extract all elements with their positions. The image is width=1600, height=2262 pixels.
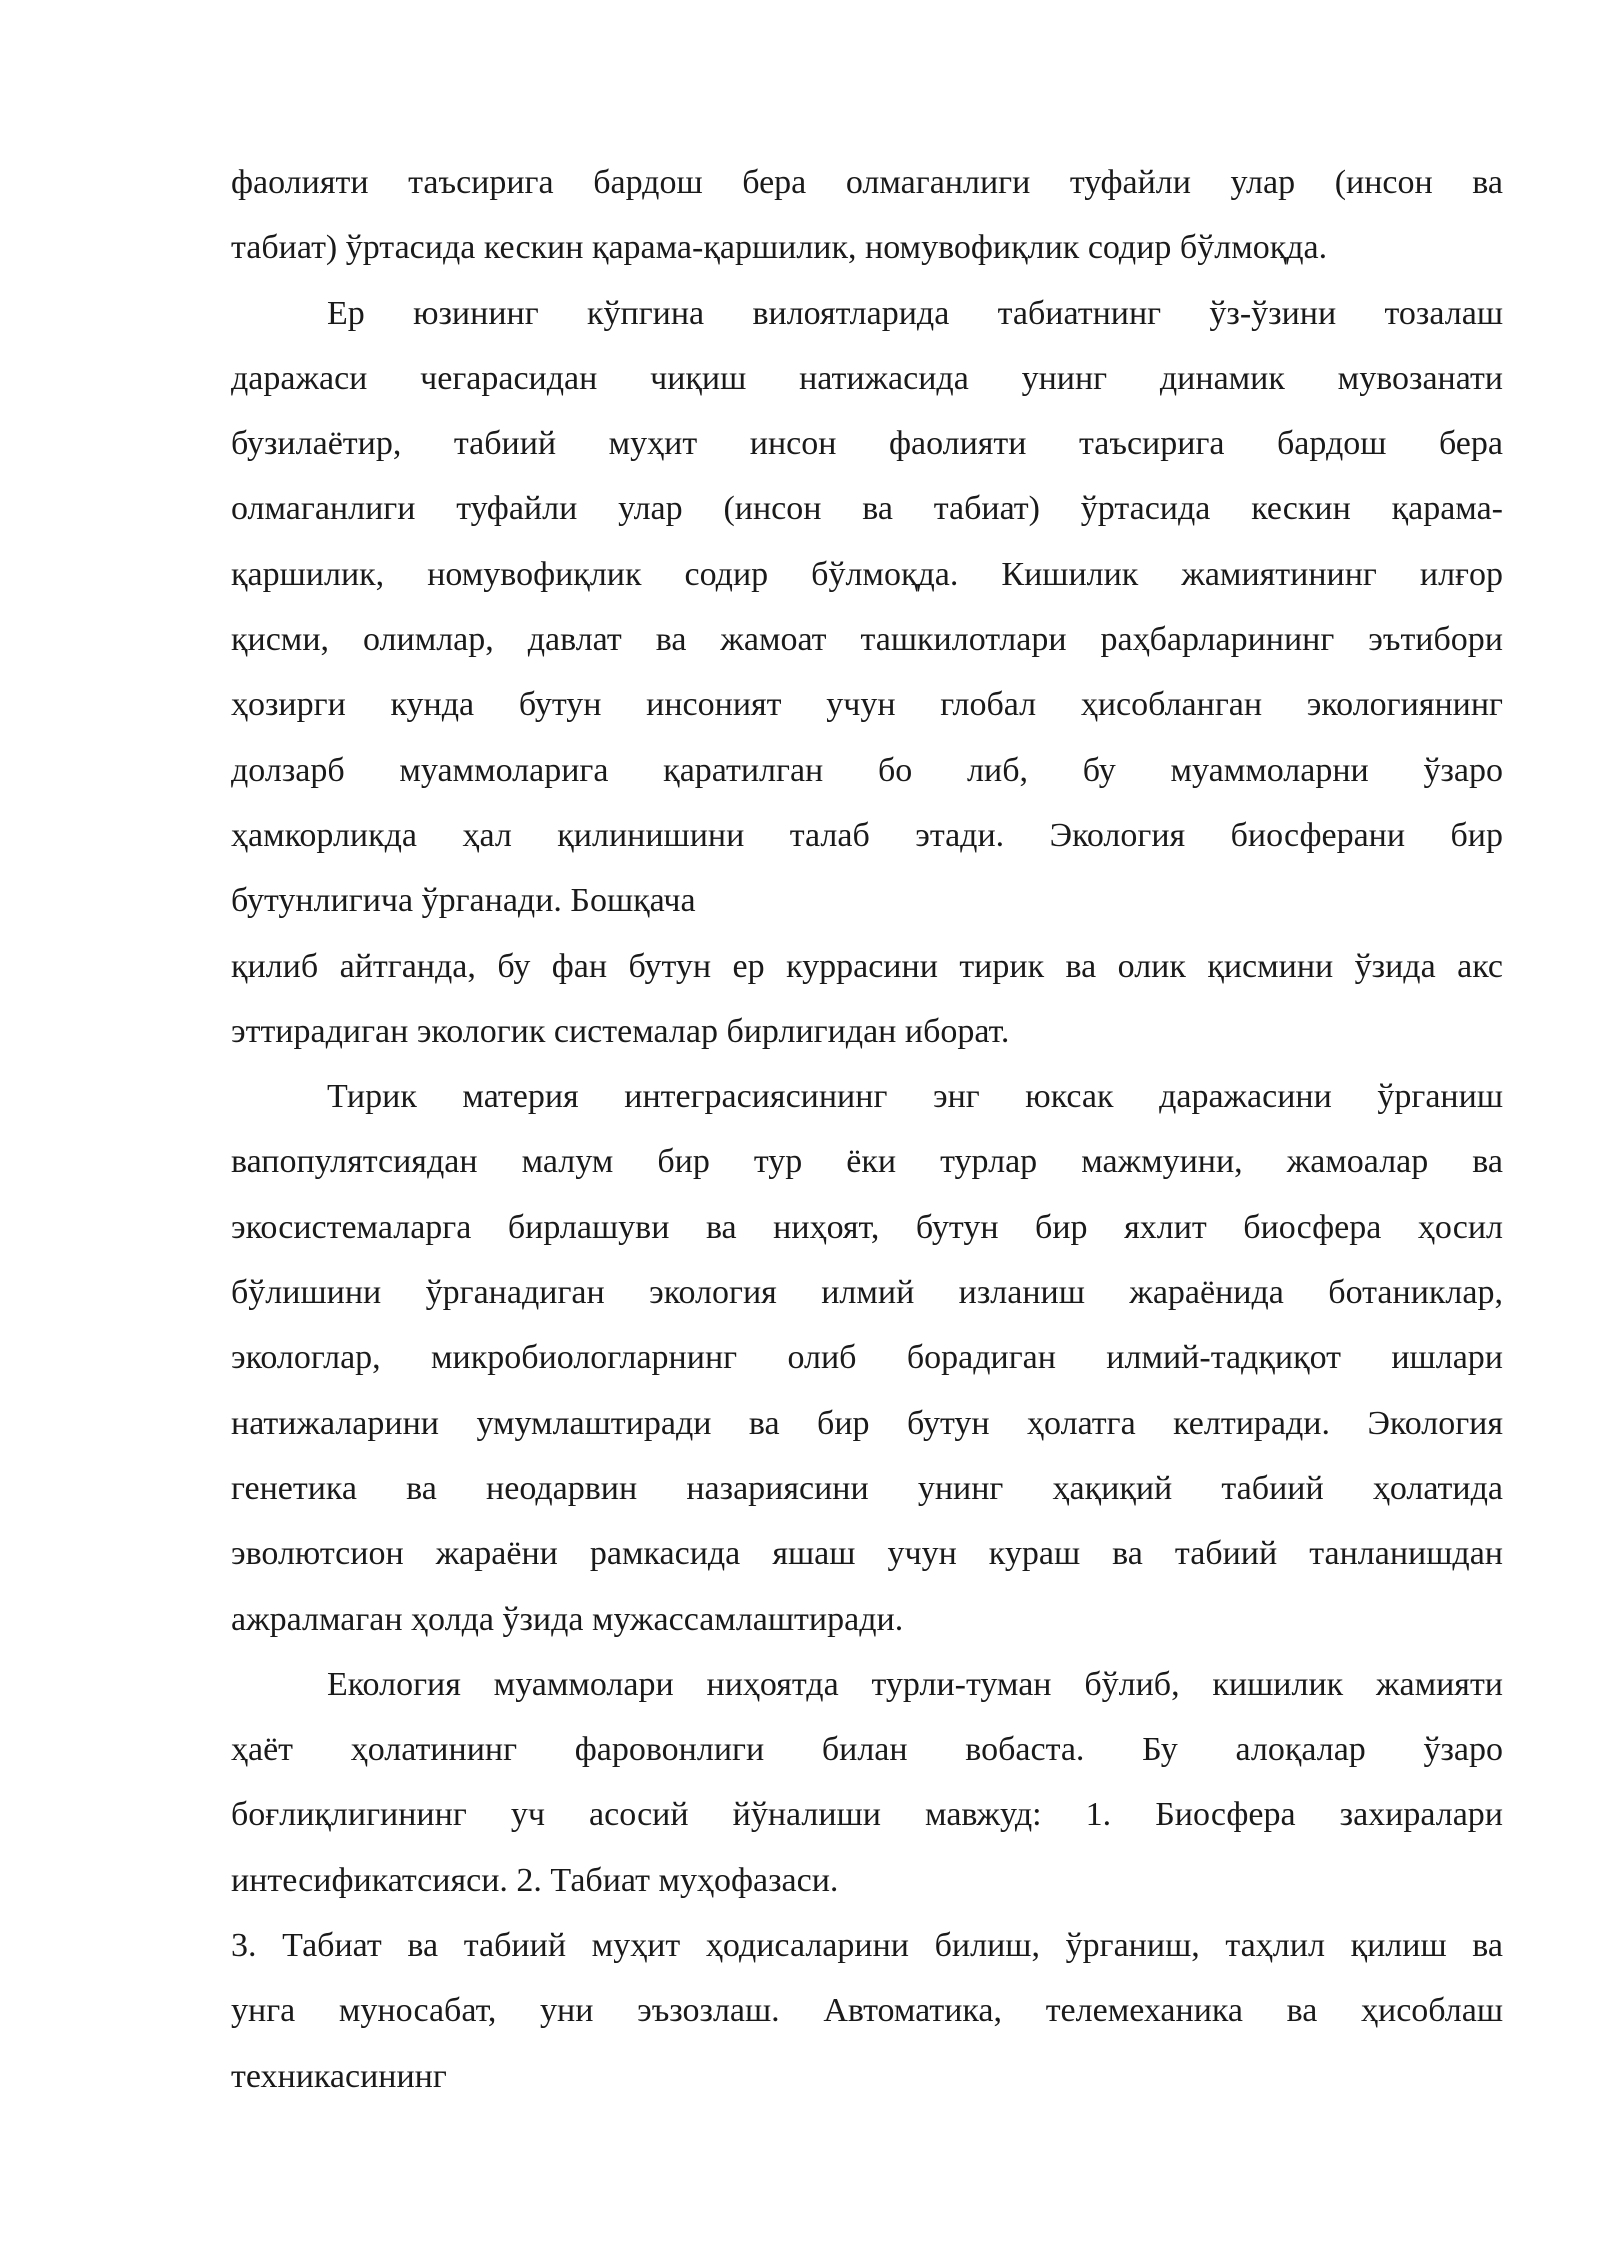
text-line: қисми, олимлар, давлат ва жамоат ташкилотлари раҳбарларининг эътибори xyxy=(231,621,1503,659)
text-line: фаолияти таъсирига бардош бера олмаганлиги туфайли улар (инсон ва xyxy=(231,164,1503,201)
text-line: натижаларини умумлаштиради ва бир бутун ҳолатга келтиради. Экология xyxy=(231,1404,1503,1442)
document-body xyxy=(231,150,1503,2109)
text-line: табиат) ўртасида кескин қарама-қаршилик, номувофиқлик содир бўлмоқда. xyxy=(231,229,1328,267)
text-line: техникасининг xyxy=(231,2057,447,2095)
text-line: ҳаёт ҳолатининг фаровонлиги билан вобаста. Бу алоқалар ўзаро xyxy=(231,1731,1503,1769)
text-line: эттирадиган экологик системалар бирлигидан иборат. xyxy=(231,1012,1010,1050)
text-line: бузилаётир, табиий муҳит инсон фаолияти таъсирига бардош бера xyxy=(231,425,1503,463)
paragraph-first-line: Ер юзининг кўпгина вилоятларида табиатнинг ўз-ўзини тозалаш xyxy=(327,294,1503,332)
text-line: унга муносабат, уни эъзозлаш. Автоматика, телемеханика ва ҳисоблаш xyxy=(231,1992,1503,2030)
text-line: қаршилик, номувофиқлик содир бўлмоқда. Кишилик жамиятининг илғор xyxy=(231,555,1503,593)
text-line: ҳамкорликда ҳал қилинишини талаб этади. Экология биосферани бир xyxy=(231,816,1503,854)
text-line: генетика ва неодарвин назариясини унинг ҳақиқий табиий ҳолатида xyxy=(231,1469,1503,1507)
paragraph-first-line: Тирик материя интеграсиясининг энг юксак даражасини ўрганиш xyxy=(327,1078,1503,1116)
text-line: экосистемаларга бирлашуви ва ниҳоят, бутун бир яхлит биосфера ҳосил xyxy=(231,1208,1503,1246)
text-line: 3. Табиат ва табиий муҳит ҳодисаларини билиш, ўрганиш, таҳлил қилиш ва xyxy=(231,1927,1503,1965)
text-line: эволютсион жараёни рамкасида яшаш учун кураш ва табиий танланишдан xyxy=(231,1535,1503,1573)
text-line: экологлар, микробиологларнинг олиб борадиган илмий-тадқиқот ишлари xyxy=(231,1339,1503,1377)
text-line: даражаси чегарасидан чиқиш натижасида унинг динамик мувозанати xyxy=(231,359,1503,397)
text-line: вапопулятсиядан малум бир тур ёки турлар мажмуини, жамоалар ва xyxy=(231,1143,1503,1181)
text-line: бўлишини ўрганадиган экология илмий изланиш жараёнида ботаниклар, xyxy=(231,1274,1503,1312)
paragraph-first-line: Екология муаммолари ниҳоятда турли-туман бўлиб, кишилик жамияти xyxy=(327,1665,1503,1703)
text-line: долзарб муаммоларига қаратилган бо либ, бу муаммоларни ўзаро xyxy=(231,751,1503,789)
text-line: ҳозирги кунда бутун инсоният учун глобал ҳисобланган экологиянинг xyxy=(231,686,1503,724)
text-line: боғлиқлигининг уч асосий йўналиши мавжуд: 1. Биосфера захиралари xyxy=(231,1796,1503,1834)
text-line: олмаганлиги туфайли улар (инсон ва табиат) ўртасида кескин қарама- xyxy=(231,490,1503,528)
text-line: бутунлигича ўрганади. Бошқача xyxy=(231,882,696,920)
text-line: интесификатсияси. 2. Табиат муҳофазаси. xyxy=(231,1861,839,1899)
text-line: ажралмаган ҳолда ўзида мужассамлаштиради. xyxy=(231,1600,904,1638)
text-line: қилиб айтганда, бу фан бутун ер куррасини тирик ва олик қисмини ўзида акс xyxy=(231,947,1503,985)
